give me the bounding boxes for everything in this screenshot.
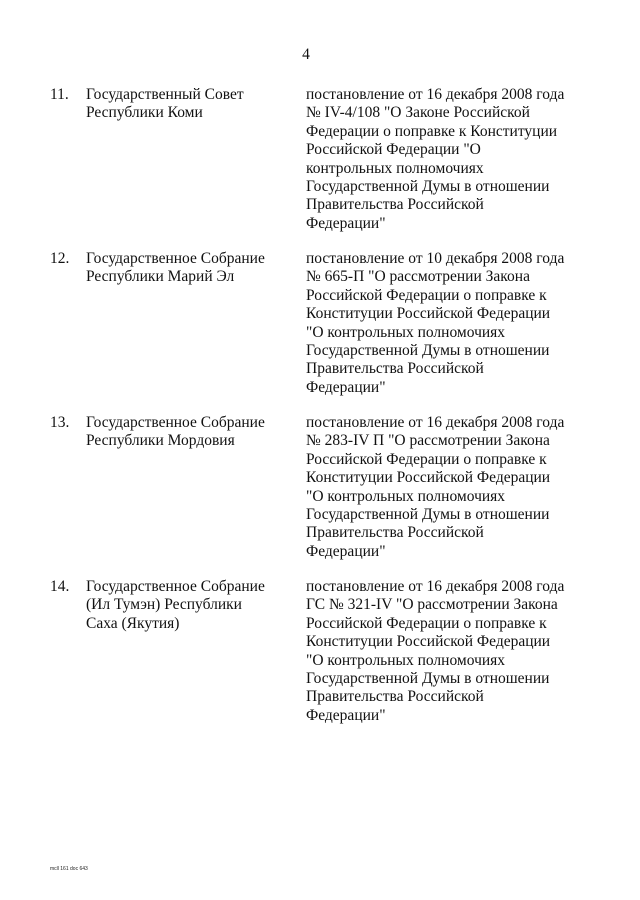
decree-text: постановление от 16 декабря 2008 года ГС № 321-IV "О рассмотрении Закона Российской Федерации о поправке к Конституции Российской Федерации "О контрольных полномочиях Государственной Думы в отношении Правительства Российской Федерации"	[306, 578, 565, 724]
decree-text: постановление от 16 декабря 2008 года № 283-IV П "О рассмотрении Закона Российской Федерации о поправке к Конституции Российской Федерации "О контрольных полномочиях Государственной Думы в отношении Правительства Российской Федерации"	[306, 414, 565, 560]
entry-number: 11.	[50, 86, 69, 103]
legislative-body: Государственное Собрание Республики Мордовия	[86, 414, 265, 450]
decree-text: постановление от 16 декабря 2008 года № IV-4/108 "О Законе Российской Федерации о поправке к Конституции Российской Федерации "О контрольных полномочиях Государственной Думы в отношении Правительства Российской Федерации"	[306, 86, 565, 232]
entry-list	[0, 86, 640, 742]
footer-document-code: mcll 161 doc 643	[50, 866, 88, 872]
list-item	[0, 86, 640, 250]
decree-text: постановление от 10 декабря 2008 года № 665-П "О рассмотрении Закона Российской Федерации о поправке к Конституции Российской Федерации "О контрольных полномочиях Государственной Думы в отношении Правительства Российской Федерации"	[306, 250, 565, 396]
page-number: 4	[302, 46, 310, 63]
legislative-body: Государственный Совет Республики Коми	[86, 86, 244, 122]
legislative-body: Государственное Собрание Республики Марий Эл	[86, 250, 265, 286]
entry-number: 14.	[50, 578, 70, 595]
list-item	[0, 578, 640, 742]
entry-number: 12.	[50, 250, 70, 267]
list-item	[0, 250, 640, 414]
entry-number: 13.	[50, 414, 70, 431]
legislative-body: Государственное Собрание (Ил Тумэн) Республики Саха (Якутия)	[86, 578, 265, 632]
list-item	[0, 414, 640, 578]
